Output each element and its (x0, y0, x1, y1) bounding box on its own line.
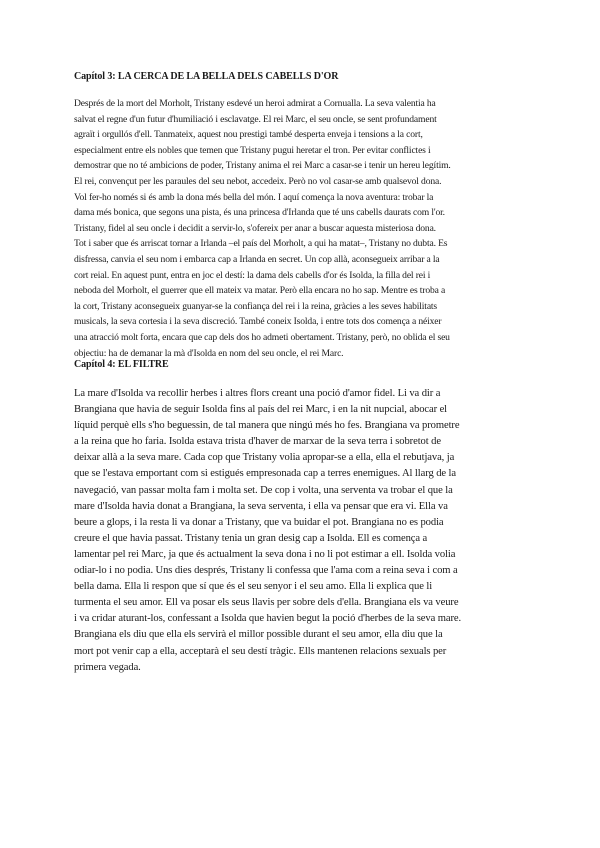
chapter-3-body: Després de la mort del Morholt, Tristany esdevé un heroi admirat a Cornualla. La seva valentia ha salvat el regne d'un futur d'humiliació i esclavatge. El rei Marc, el seu oncle, se sent profundament agraït i orgullós d'ell. Tanmateix, aquest nou prestigi també desperta enveja i tensions a la cort, especialment entre els nobles que temen que Tristany pugui heretar el tron. Per evitar conflictes i demostrar que no té ambicions de poder, Tristany anima el rei Marc a casar-se i tenir un hereu legítim. El rei, convençut per les paraules del seu nebot, accedeix. Però no vol casar-se amb qualsevol dona. Vol fer-ho només si és amb la dona més bella del món. I aquí comença la nova aventura: trobar la dama més bonica, que segons una pista, és una princesa d'Irlanda que té uns cabells daurats com l'or. Tristany, fidel al seu oncle i decidit a servir-lo, s'ofereix per anar a buscar aquesta misteriosa dona. Tot i saber que és arriscat tornar a Irlanda –el país del Morholt, a qui ha matat–, Tristany no dubta. Es disfressa, canvia el seu nom i embarca cap a Irlanda en secret. Un cop allà, aconsegueix arribar a la cort reial. En aquest punt, entra en joc el destí: la dama dels cabells d'or és Isolda, la filla del rei i neboda del Morholt, el guerrer que ell mateix va matar. Però ella encara no ho sap. Mentre es troba a la cort, Tristany aconsegueix guanyar-se la confiança del rei i la reina, gràcies a les seves habilitats musicals, la seva cortesia i la seva discreció. També coneix Isolda, i entre tots dos comença a néixer una atracció molt forta, encara que cap dels dos ho admeti obertament. Tristany, però, no oblida el seu objectiu: ha de demanar la mà d'Isolda en nom del seu oncle, el rei Marc. (74, 98, 451, 359)
chapter-4-body: La mare d'Isolda va recollir herbes i altres flors creant una poció d'amor fidel. Li va dir a Brangiana que havia de seguir Isolda fins al país del rei Marc, i en la nit nupcial, abocar el líquid perquè ells s'ho beguessin, de tal manera que ningú més ho fes. Brangiana va prometre a la reina que ho faria. Isolda estava trista d'haver de marxar de la seva terra i sobretot de deixar allà a la seva mare. Cada cop que Tristany volia apropar-se a ella, ella el rebutjava, ja que se l'estava emportant com si estigués empresonada cap a terres enemigues. Al llarg de la navegació, van passar molta fam i molta set. De cop i volta, una serventa va trobar el que la mare d'Isolda havia donat a Brangiana, la seva serventa, i ella va pensar que era vi. Ella va beure a glops, i la resta li va donar a Tristany, que va buidar el pot. Brangiana no es podia creure el que havia passat. Tristany tenia un gran desig cap a Isolda. Ell es comença a lamentar pel rei Marc, ja que és actualment la seva dona i no li pot estimar a ell. Isolda volia odiar-lo i no podia. Uns dies després, Tristany li confessa que l'ama com a reina seva i com a bella dama. Ella li respon que sí que és el seu senyor i el seu amo. Ella li explica que li turmenta el seu amor. Ell va posar els seus llavis per sobre dels d'ella. Brangiana els va veure i va cridar aturant-los, confessant a Isolda que havien begut la poció d'herbes de la seva mare. Brangiana els diu que ella els servirà el millor possible durant el seu amor, ella diu que la mort pot venir cap a ella, acceptarà el seu destí tràgic. Ells mantenen relacions sexuals per primera vegada. (74, 388, 462, 673)
chapter-3-title: Capítol 3: LA CERCA DE LA BELLA DELS CABELLS D'OR (74, 71, 339, 82)
chapter-4-title: Capítol 4: EL FILTRE (74, 359, 169, 370)
